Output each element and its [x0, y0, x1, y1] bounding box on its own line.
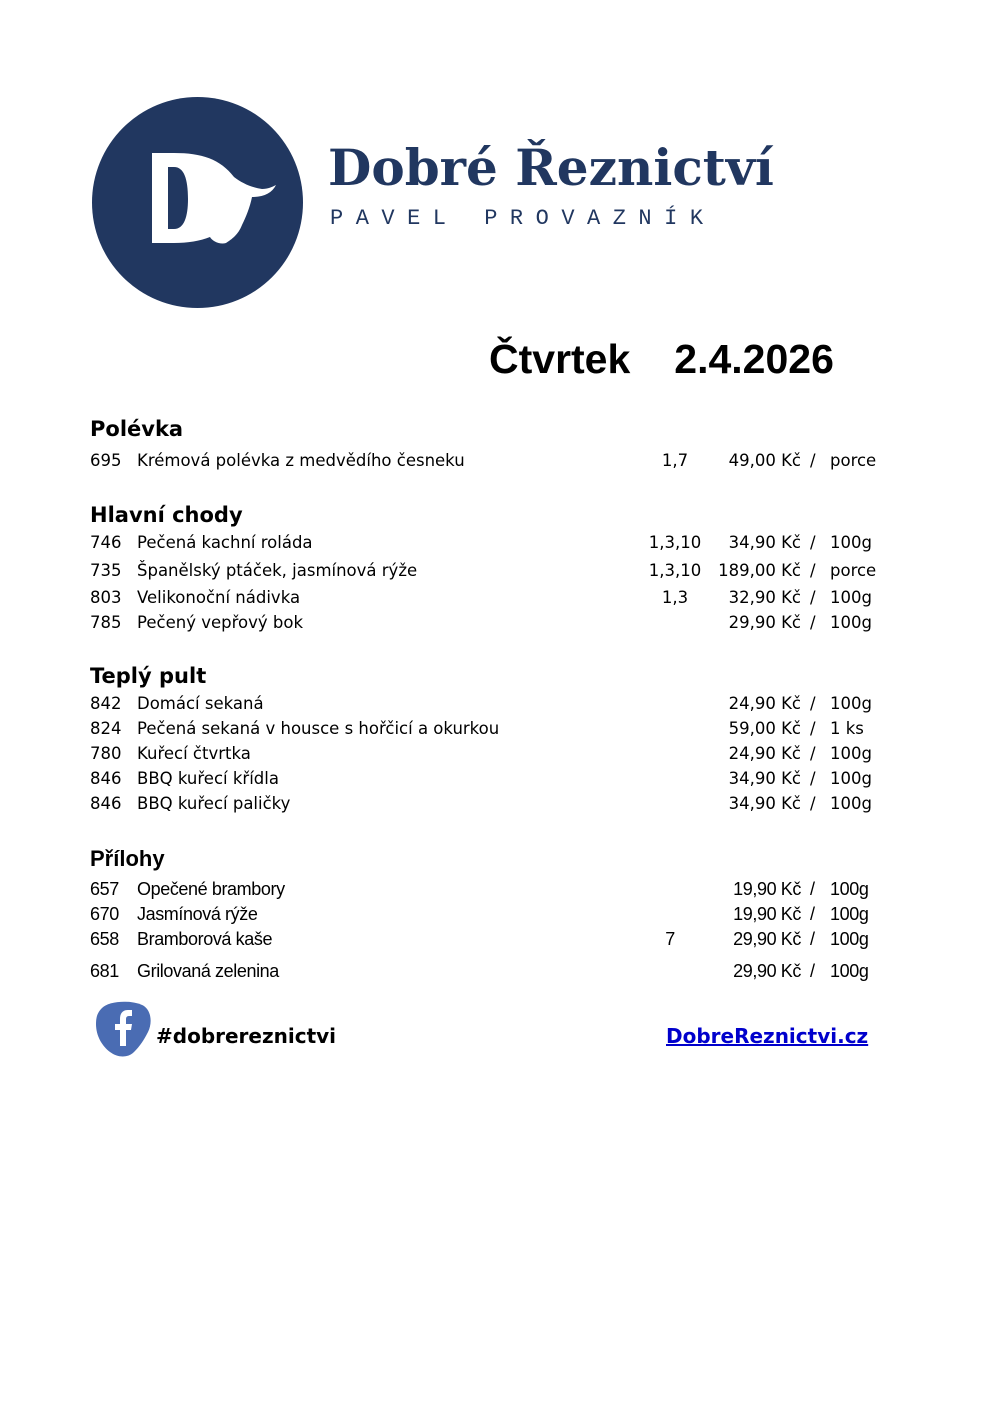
- item-slash: /: [810, 613, 816, 632]
- item-allergens: 1,3: [661, 588, 689, 607]
- facebook-icon[interactable]: [94, 1000, 154, 1058]
- item-name: Pečený vepřový bok: [137, 613, 304, 632]
- item-name: Grilovaná zelenina: [137, 961, 279, 981]
- item-unit: 1 ks: [830, 719, 864, 738]
- item-slash: /: [810, 961, 815, 981]
- item-slash: /: [810, 588, 816, 607]
- hashtag-label: #dobrereznictvi: [156, 1024, 337, 1048]
- item-name: Velikonoční nádivka: [137, 588, 301, 607]
- item-code: 803: [90, 588, 122, 607]
- item-slash: /: [810, 904, 815, 924]
- item-name: Domácí sekaná: [137, 694, 264, 713]
- item-name: Kuřecí čtvrtka: [137, 744, 251, 763]
- brand-name: Dobré Řeznictví: [328, 138, 774, 197]
- menu-row: [0, 559, 991, 583]
- item-price: 189,00 Kč: [718, 561, 801, 580]
- item-price: 19,90 Kč: [733, 879, 801, 899]
- item-code: 824: [90, 719, 122, 738]
- item-name: Španělský ptáček, jasmínová rýže: [137, 561, 418, 580]
- item-name: BBQ kuřecí křídla: [137, 769, 279, 788]
- item-unit: 100g: [830, 929, 869, 949]
- bull-d-logo-icon: [92, 97, 303, 308]
- website-link[interactable]: DobreReznictvi.cz: [666, 1024, 869, 1048]
- item-code: 846: [90, 794, 122, 813]
- section-heading-hlavni-chody: Hlavní chody: [90, 503, 243, 527]
- item-price: 49,00 Kč: [728, 451, 801, 470]
- brand-subtitle: PAVEL PROVAZNÍK: [330, 206, 716, 231]
- item-code: 842: [90, 694, 122, 713]
- item-price: 24,90 Kč: [728, 694, 801, 713]
- section-heading-polevka: Polévka: [90, 417, 184, 441]
- item-code: 681: [90, 961, 119, 981]
- item-slash: /: [810, 794, 816, 813]
- item-code: 846: [90, 769, 122, 788]
- menu-row: [0, 449, 991, 473]
- item-price: 32,90 Kč: [728, 588, 801, 607]
- item-unit: 100g: [830, 588, 872, 607]
- logo-badge: [92, 97, 303, 308]
- item-price: 19,90 Kč: [733, 904, 801, 924]
- item-slash: /: [810, 451, 816, 470]
- page-title: [489, 333, 834, 385]
- item-price: 29,90 Kč: [728, 613, 801, 632]
- item-slash: /: [810, 769, 816, 788]
- item-name: Pečená sekaná v housce s hořčicí a okurkou: [137, 719, 500, 738]
- item-code: 785: [90, 613, 122, 632]
- item-name: Opečené brambory: [137, 879, 285, 899]
- menu-row: [0, 692, 991, 716]
- item-unit: 100g: [830, 794, 872, 813]
- item-price: 34,90 Kč: [728, 769, 801, 788]
- menu-row: [0, 767, 991, 791]
- item-slash: /: [810, 694, 816, 713]
- menu-row: [0, 717, 991, 741]
- item-slash: /: [810, 561, 816, 580]
- item-code: 657: [90, 879, 119, 899]
- item-slash: /: [810, 533, 816, 552]
- item-code: 658: [90, 929, 119, 949]
- item-price: 59,00 Kč: [728, 719, 801, 738]
- menu-row: [0, 531, 991, 555]
- item-name: BBQ kuřecí paličky: [137, 794, 291, 813]
- item-name: Bramborová kaše: [137, 929, 273, 949]
- item-code: 670: [90, 904, 119, 924]
- item-name: Krémová polévka z medvědího česneku: [137, 451, 465, 470]
- menu-row: [0, 877, 991, 901]
- item-slash: /: [810, 719, 816, 738]
- menu-row: [0, 792, 991, 816]
- item-unit: porce: [830, 451, 877, 470]
- item-price: 29,90 Kč: [733, 961, 801, 981]
- item-unit: porce: [830, 561, 877, 580]
- menu-row: [0, 927, 991, 951]
- item-allergens: 1,3,10: [648, 533, 702, 552]
- item-price: 34,90 Kč: [728, 533, 801, 552]
- item-price: 34,90 Kč: [728, 794, 801, 813]
- menu-row: [0, 611, 991, 635]
- item-unit: 100g: [830, 769, 872, 788]
- item-price: 24,90 Kč: [728, 744, 801, 763]
- item-code: 746: [90, 533, 122, 552]
- item-slash: /: [810, 929, 815, 949]
- section-heading-prilohy: Přílohy: [90, 846, 165, 871]
- item-name: Pečená kachní roláda: [137, 533, 313, 552]
- item-unit: 100g: [830, 904, 869, 924]
- menu-row: [0, 959, 991, 983]
- item-slash: /: [810, 879, 815, 899]
- item-code: 695: [90, 451, 122, 470]
- menu-row: [0, 902, 991, 926]
- item-unit: 100g: [830, 744, 872, 763]
- item-allergens: 1,3,10: [648, 561, 702, 580]
- item-unit: 100g: [830, 879, 869, 899]
- item-unit: 100g: [830, 533, 872, 552]
- item-unit: 100g: [830, 613, 872, 632]
- date-label: 2.4.2026: [674, 336, 834, 382]
- item-name: Jasmínová rýže: [137, 904, 258, 924]
- section-heading-teply-pult: Teplý pult: [90, 664, 207, 688]
- item-unit: 100g: [830, 694, 872, 713]
- day-label: Čtvrtek: [489, 336, 631, 382]
- item-unit: 100g: [830, 961, 869, 981]
- item-allergens: 7: [665, 929, 675, 949]
- item-code: 780: [90, 744, 122, 763]
- item-allergens: 1,7: [661, 451, 689, 470]
- menu-row: [0, 742, 991, 766]
- item-code: 735: [90, 561, 122, 580]
- item-slash: /: [810, 744, 816, 763]
- item-price: 29,90 Kč: [733, 929, 801, 949]
- menu-row: [0, 586, 991, 610]
